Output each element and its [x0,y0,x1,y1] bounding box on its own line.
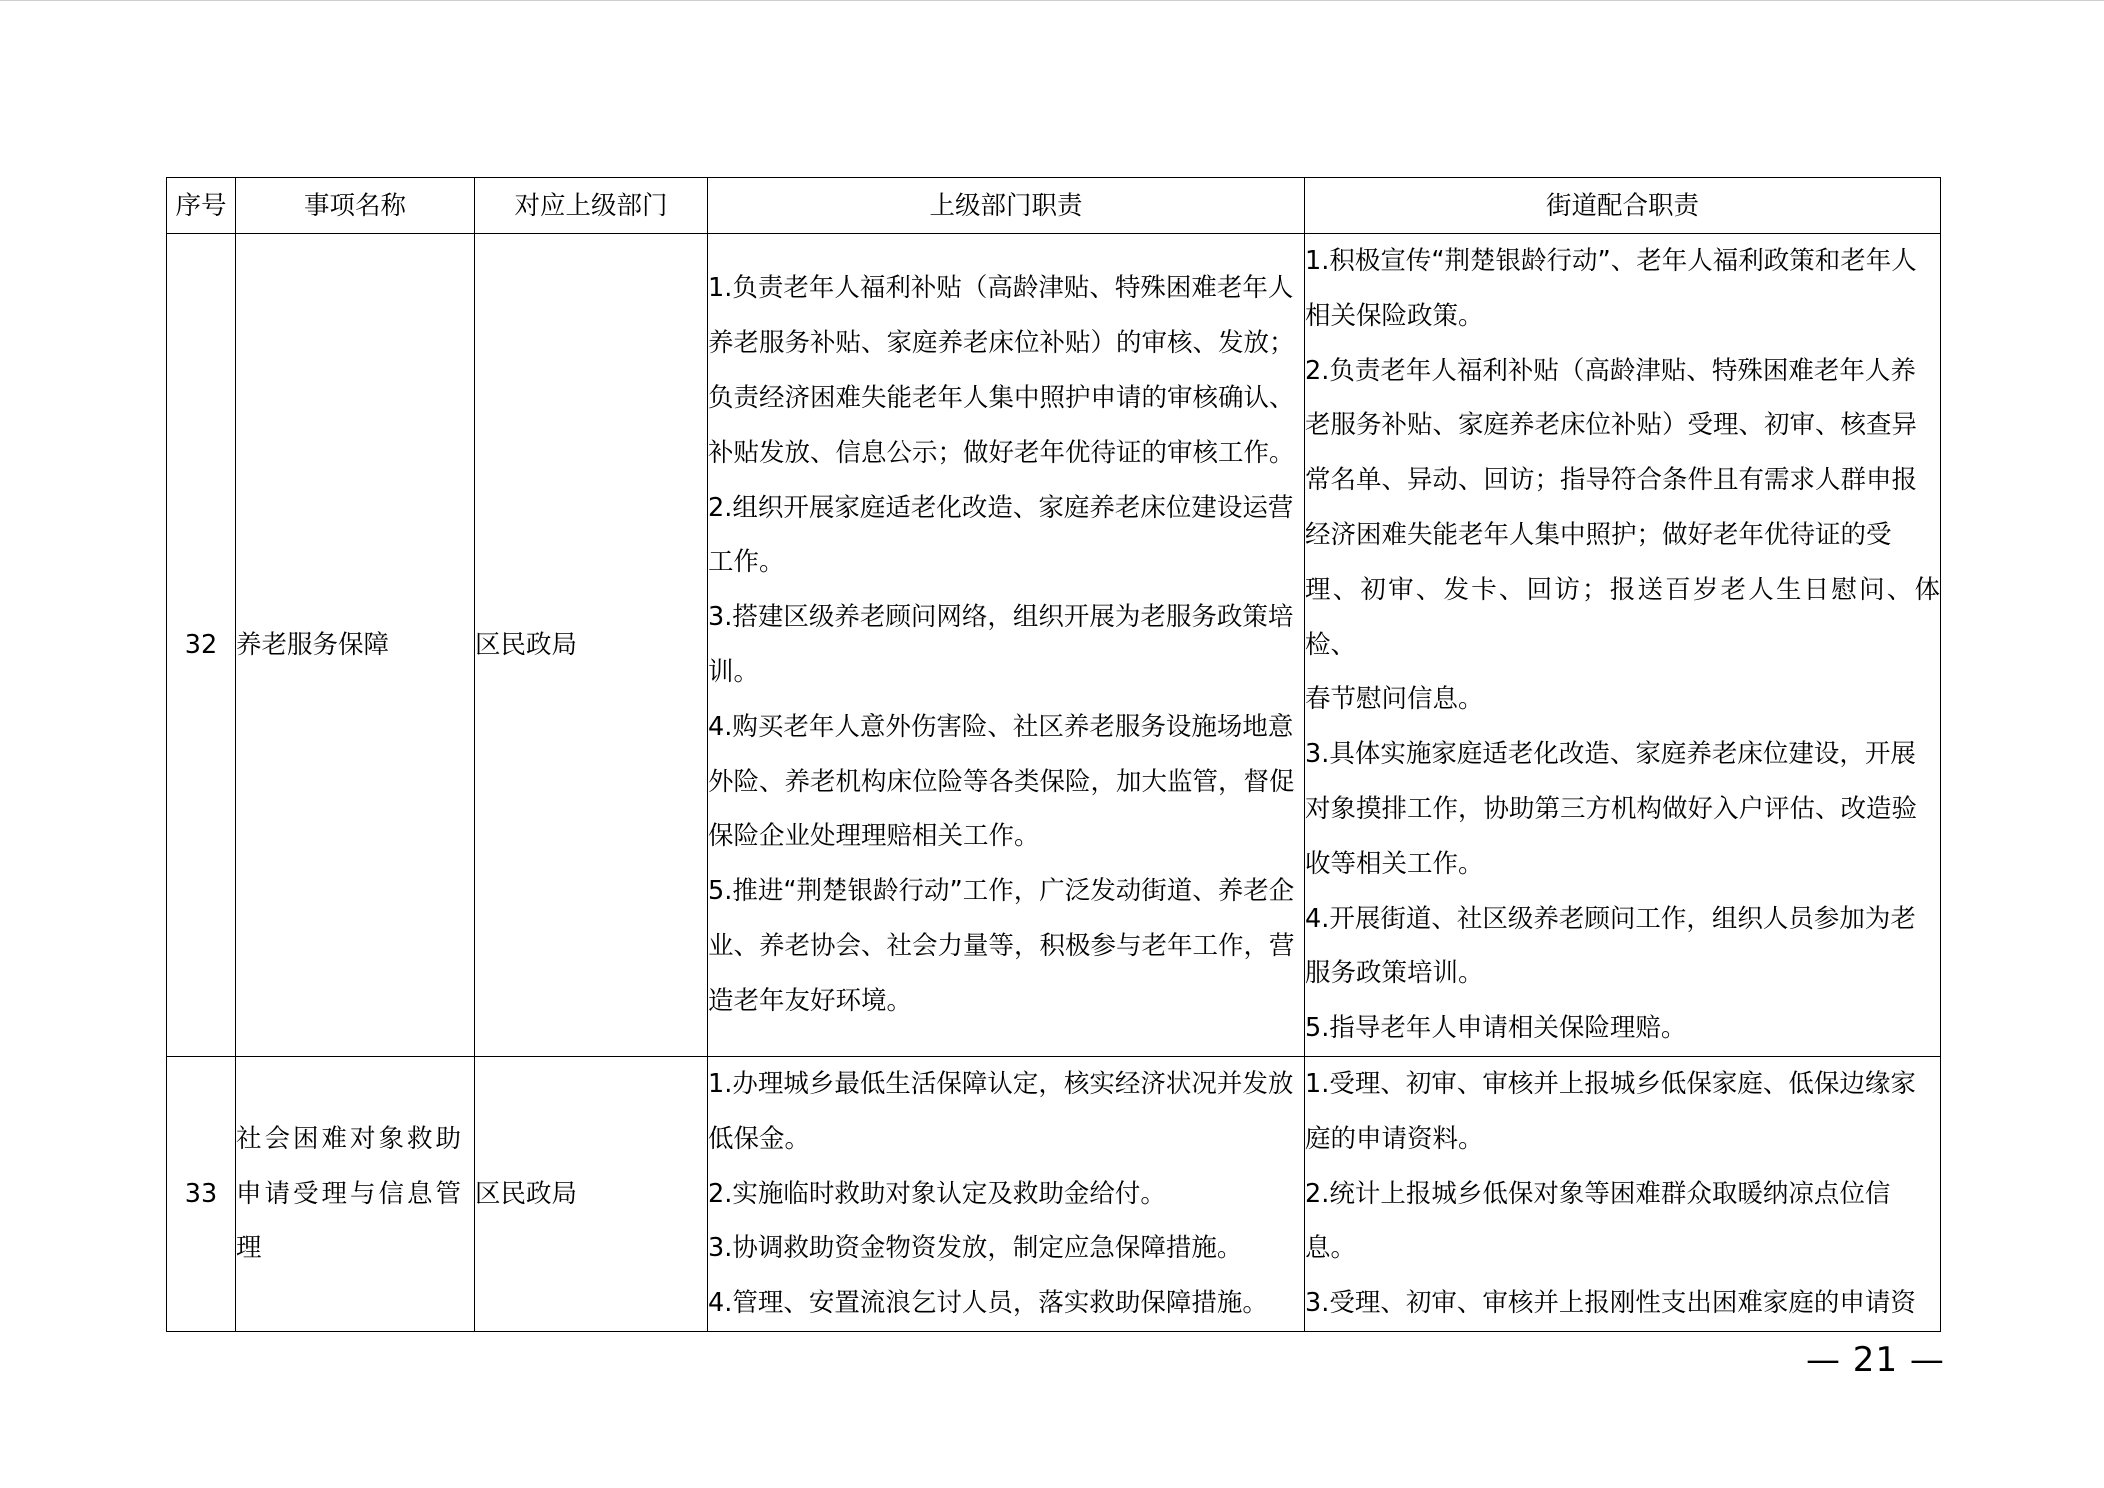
upper-duty-line: 3.搭建区级养老顾问网络，组织开展为老服务政策培 [708,602,1294,633]
street-duty-line: 经济困难失能老年人集中照护；做好老年优待证的受 [1305,519,1892,550]
street-duty-line: 老服务补贴、家庭养老床位补贴）受理、初审、核查异 [1305,410,1918,441]
upper-duty-line: 5.推进“荆楚银龄行动”工作，广泛发动街道、养老企 [708,876,1295,907]
item-name-line: 养老服务保障 [236,629,390,660]
upper-duty-line: 养老服务补贴、家庭养老床位补贴）的审核、发放； [708,328,1295,359]
header-no: 序号 [167,178,236,234]
upper-duty-line: 1.负责老年人福利补贴（高龄津贴、特殊困难老年人 [708,273,1294,304]
upper-duty-line: 1.办理城乡最低生活保障认定，核实经济状况并发放 [708,1068,1294,1099]
street-duty-line: 3.受理、初审、审核并上报刚性支出困难家庭的申请资 [1305,1288,1916,1319]
header-street-duty: 街道配合职责 [1305,178,1941,234]
page-number: — 21 — [1806,1340,1945,1380]
upper-duty-line: 负责经济困难失能老年人集中照护申请的审核确认、 [708,382,1295,413]
duty-table [166,177,1941,1332]
upper-duty-line: 造老年友好环境。 [708,985,913,1016]
upper-duty [708,1056,1305,1331]
upper-duty-line: 低保金。 [708,1123,811,1154]
item-name [236,234,475,1057]
upper-duty-line: 工作。 [708,547,785,578]
street-duty-line: 5.指导老年人申请相关保险理赔。 [1305,1013,1687,1044]
upper-duty-line: 补贴发放、信息公示；做好老年优待证的审核工作。 [708,437,1295,468]
item-name-line: 理 [236,1233,262,1264]
street-duty [1305,1056,1941,1331]
header-upper-duty: 上级部门职责 [708,178,1305,234]
item-name-line: 申请受理与信息管 [236,1178,465,1209]
street-duty-line: 1.受理、初审、审核并上报城乡低保家庭、低保边缘家 [1305,1068,1916,1099]
street-duty-line: 4.开展街道、社区级养老顾问工作，组织人员参加为老 [1305,903,1916,934]
upper-duty-line: 保险企业处理理赔相关工作。 [708,821,1040,852]
street-duty-line: 2.负责老年人福利补贴（高龄津贴、特殊困难老年人养 [1305,355,1916,386]
street-duty-line: 春节慰问信息。 [1305,684,1484,715]
street-duty-line: 3.具体实施家庭适老化改造、家庭养老床位建设，开展 [1305,739,1916,770]
header-item-name: 事项名称 [236,178,475,234]
upper-duty-line: 4.购买老年人意外伤害险、社区养老服务设施场地意 [708,711,1294,742]
upper-duty-line: 外险、养老机构床位险等各类保险，加大监管，督促 [708,766,1295,797]
upper-dept: 区民政局 [475,234,708,1057]
street-duty-line: 相关保险政策。 [1305,300,1484,331]
header-upper-dept: 对应上级部门 [475,178,708,234]
street-duty [1305,234,1941,1057]
item-name [236,1056,475,1331]
table-row [167,234,1941,1057]
table-row [167,1056,1941,1331]
upper-duty-line: 2.实施临时救助对象认定及救助金给付。 [708,1178,1166,1209]
row-number: 32 [167,234,236,1057]
upper-duty [708,234,1305,1057]
table-header-row [167,178,1941,234]
street-duty-line: 息。 [1305,1233,1357,1264]
row-number: 33 [167,1056,236,1331]
upper-dept: 区民政局 [475,1056,708,1331]
street-duty-line: 庭的申请资料。 [1305,1123,1484,1154]
top-edge-rule [0,0,2104,1]
street-duty-line: 服务政策培训。 [1305,958,1484,989]
upper-duty-line: 业、养老协会、社会力量等，积极参与老年工作，营 [708,930,1295,961]
street-duty-line: 收等相关工作。 [1305,848,1484,879]
upper-duty-line: 2.组织开展家庭适老化改造、家庭养老床位建设运营 [708,492,1294,523]
street-duty-line: 理、初审、发卡、回访；报送百岁老人生日慰问、体检、 [1305,574,1940,660]
street-duty-line: 2.统计上报城乡低保对象等困难群众取暖纳凉点位信 [1305,1178,1891,1209]
item-name-line: 社会困难对象救助 [236,1123,465,1154]
upper-duty-line: 4.管理、安置流浪乞讨人员，落实救助保障措施。 [708,1288,1268,1319]
street-duty-line: 常名单、异动、回访；指导符合条件且有需求人群申报 [1305,465,1918,496]
upper-duty-line: 3.协调救助资金物资发放，制定应急保障措施。 [708,1233,1243,1264]
street-duty-line: 1.积极宣传“荆楚银龄行动”、老年人福利政策和老年人 [1305,246,1917,276]
upper-duty-line: 训。 [708,656,760,687]
street-duty-line: 对象摸排工作，协助第三方机构做好入户评估、改造验 [1305,793,1918,824]
